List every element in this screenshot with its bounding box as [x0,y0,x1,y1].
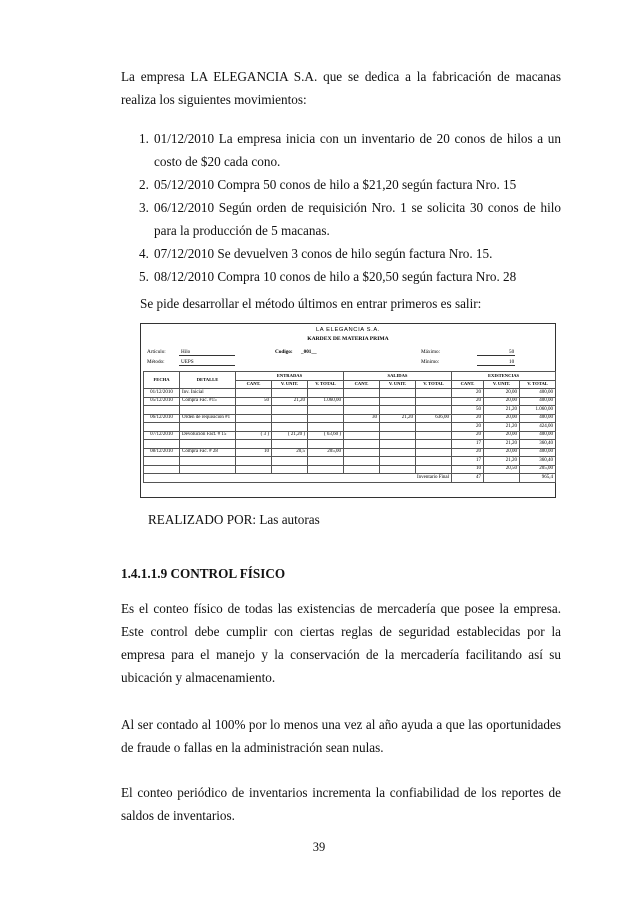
table-cell [308,457,344,466]
table-cell: 05/12/2010 [144,397,180,406]
table-row [144,457,556,466]
metodo-label: Método: [147,359,165,365]
table-cell: 360,40 [520,440,556,449]
task-statement: Se pide desarrollar el método últimos en entrar primeros es salir: [140,296,482,311]
table-cell: 360,40 [520,457,556,466]
list-text: 06/12/2010 Según orden de requisición Nro. 1 se solicita 30 conos de hilo para la producción de 5 macanas. [154,200,561,238]
table-cell: 21,20 [484,457,520,466]
table-cell: ( 21,20 ) [272,431,308,440]
table-row [144,448,556,457]
section-heading: 1.4.1.1.9 CONTROL FÍSICO [121,566,286,581]
paragraph-1: Es el conteo físico de todas las existencias de mercadería que posee la empresa. Este control debe cumplir con ciertas reglas de seguridad establecidas por la empresa para el manejo y la conservación de la mercadería facilitando así su ubicación y almacenamiento. [121,601,561,685]
group-entradas: ENTRADAS [236,372,344,381]
table-cell: Compra Fac. #15 [180,397,236,406]
col-v-total: V. TOTAL [520,380,556,389]
table-cell [416,440,452,449]
table-cell [236,406,272,415]
col-v-unit: V. UNIT. [484,380,520,389]
table-cell: 01/12/2010 [144,389,180,398]
page-number: 39 [312,840,326,854]
table-cell [272,423,308,432]
table-cell [416,448,452,457]
list-text: 08/12/2010 Compra 10 conos de hilo a $20,50 según factura Nro. 28 [154,269,517,284]
table-cell [180,457,236,466]
list-item [121,265,561,288]
list-item [121,173,561,196]
table-cell [236,423,272,432]
table-cell [344,389,380,398]
table-cell [416,431,452,440]
codigo-label: Codigo: [275,349,293,355]
maximo-value: 50 [509,349,515,355]
table-cell [236,414,272,423]
table-cell: ( 3 ) [236,431,272,440]
table-cell [416,389,452,398]
table-cell: 20 [452,414,484,423]
col-v-total: V. TOTAL [416,380,452,389]
kardex-body [144,389,556,474]
table-cell: 20,00 [484,397,520,406]
table-cell [416,465,452,474]
table-cell [144,440,180,449]
minimo-value: 10 [509,359,515,365]
table-cell [380,440,416,449]
table-cell: 17 [452,457,484,466]
articulo-value: Hilo [181,349,191,355]
table-cell [380,423,416,432]
table-cell: 20,5 [272,448,308,457]
table-cell: 400,00 [520,389,556,398]
metodo-underline [179,359,235,366]
table-cell: 06/12/2010 [144,414,180,423]
table-cell: 17 [452,440,484,449]
table-cell [380,406,416,415]
table-cell [308,389,344,398]
table-cell: 08/12/2010 [144,448,180,457]
list-text: 07/12/2010 Se devuelven 3 conos de hilo según factura Nro. 15. [154,246,493,261]
kardex-company: LA ELEGANCIA S.A. [315,327,380,333]
codigo-value: _001__ [301,349,317,355]
kardex-title: KARDEX DE MATERIA PRIMA [307,336,389,342]
table-cell [144,406,180,415]
table-cell [344,423,380,432]
list-number: 1. [139,131,149,146]
table-cell: 1.060,00 [520,406,556,415]
table-cell: Compra Fac. # 28 [180,448,236,457]
table-cell [308,414,344,423]
table-cell [180,406,236,415]
table-cell: 21,20 [380,414,416,423]
table-row [144,423,556,432]
table-cell [272,440,308,449]
group-existencias: EXISTENCIAS [452,372,556,381]
table-cell [272,414,308,423]
table-cell: 20,00 [484,389,520,398]
table-cell [380,397,416,406]
table-cell: 50 [236,397,272,406]
articulo-label: Artículo: [147,349,166,355]
table-cell [380,457,416,466]
table-cell [272,389,308,398]
list-item [121,196,561,242]
table-cell: 21,20 [484,440,520,449]
col-v-unit: V. UNIT. [380,380,416,389]
table-cell [272,465,308,474]
col-v-unit: V. UNIT. [272,380,308,389]
table-row [144,440,556,449]
list-text: 01/12/2010 La empresa inicia con un inventario de 20 conos de hilos a un costo de $20 cada cono. [154,131,561,169]
kardex-table [143,371,556,483]
table-cell [144,457,180,466]
table-cell [416,423,452,432]
col-cant: CANT. [236,380,272,389]
table-cell [144,465,180,474]
table-cell [344,406,380,415]
table-cell: 20 [452,448,484,457]
table-cell: 20 [452,389,484,398]
table-cell: 21,20 [484,423,520,432]
table-cell [416,406,452,415]
table-cell [180,465,236,474]
table-cell [236,465,272,474]
table-row [144,465,556,474]
table-row [144,414,556,423]
articulo-underline [179,349,235,356]
table-cell [344,448,380,457]
table-row [144,389,556,398]
table-cell: 400,00 [520,431,556,440]
table-cell [344,440,380,449]
maximo-underline [477,349,515,356]
table-cell: 21,20 [272,397,308,406]
final-inventory-row [144,474,556,483]
table-cell: 30 [344,414,380,423]
table-cell: 20,00 [484,414,520,423]
table-row [144,406,556,415]
table-cell [144,423,180,432]
table-cell: 20 [452,423,484,432]
table-cell: 1.060,00 [308,397,344,406]
intro-paragraph: La empresa LA ELEGANCIA S.A. que se dedica a la fabricación de macanas realiza los siguientes movimientos: [121,69,561,107]
col-fecha: FECHA [144,372,180,389]
table-cell: 20,00 [484,431,520,440]
list-number: 3. [139,200,149,215]
table-cell: Devolución Fact. # 15 [180,431,236,440]
table-cell: 50 [452,406,484,415]
list-number: 2. [139,177,149,192]
table-cell: 205,00 [520,465,556,474]
table-cell [308,406,344,415]
table-cell: 20 [452,431,484,440]
table-row [144,431,556,440]
table-cell [380,465,416,474]
table-cell [344,457,380,466]
table-cell: Orden de requisición #1 [180,414,236,423]
table-cell [380,389,416,398]
table-row [144,397,556,406]
kardex-sheet [140,323,556,498]
minimo-underline [477,359,515,366]
table-cell: Inv. Inicial [180,389,236,398]
table-cell [380,431,416,440]
table-cell: 400,00 [520,414,556,423]
table-cell [344,465,380,474]
table-cell [380,448,416,457]
table-cell: 205,00 [308,448,344,457]
paragraph-2: Al ser contado al 100% por lo menos una vez al año ayuda a que las oportunidades de fraude o fallas en la administración sean nulas. [121,717,561,755]
table-cell: 07/12/2010 [144,431,180,440]
table-cell [180,440,236,449]
list-item [121,127,561,173]
table-cell [180,423,236,432]
table-cell [236,389,272,398]
minimo-label: Mínimo: [421,359,440,365]
credit-line: REALIZADO POR: Las autoras [148,512,320,527]
table-cell [272,457,308,466]
table-cell: ( 63,60 ) [308,431,344,440]
final-cant: 47 [452,474,484,483]
table-cell: 20 [452,397,484,406]
col-detalle: DETALLE [180,372,236,389]
table-cell [236,457,272,466]
table-cell: 400,00 [520,397,556,406]
table-cell [236,440,272,449]
table-cell [416,397,452,406]
table-cell: 10 [236,448,272,457]
table-cell [344,397,380,406]
maximo-label: Máximo: [421,349,441,355]
table-cell: 21,20 [484,406,520,415]
table-cell [308,465,344,474]
table-cell [308,423,344,432]
table-cell: 20,00 [484,448,520,457]
list-number: 4. [139,246,149,261]
final-empty [484,474,520,483]
table-cell: 400,00 [520,448,556,457]
col-cant: CANT. [452,380,484,389]
final-total: 965,4 [520,474,556,483]
table-cell [272,406,308,415]
paragraph-3: El conteo periódico de inventarios incrementa la confiabilidad de los reportes de saldos de inventarios. [121,785,561,823]
movements-list [121,127,561,288]
table-cell [416,457,452,466]
table-cell: 20,50 [484,465,520,474]
col-v-total: V. TOTAL [308,380,344,389]
list-number: 5. [139,269,149,284]
table-cell: 424,00 [520,423,556,432]
table-cell: 10 [452,465,484,474]
metodo-value: UEPS [181,359,194,365]
table-cell: 636,00 [416,414,452,423]
table-cell [344,431,380,440]
group-salidas: SALIDAS [344,372,452,381]
final-label: Inventario Final [144,474,452,483]
list-item [121,242,561,265]
table-cell [308,440,344,449]
list-text: 05/12/2010 Compra 50 conos de hilo a $21,20 según factura Nro. 15 [154,177,517,192]
col-cant: CANT. [344,380,380,389]
